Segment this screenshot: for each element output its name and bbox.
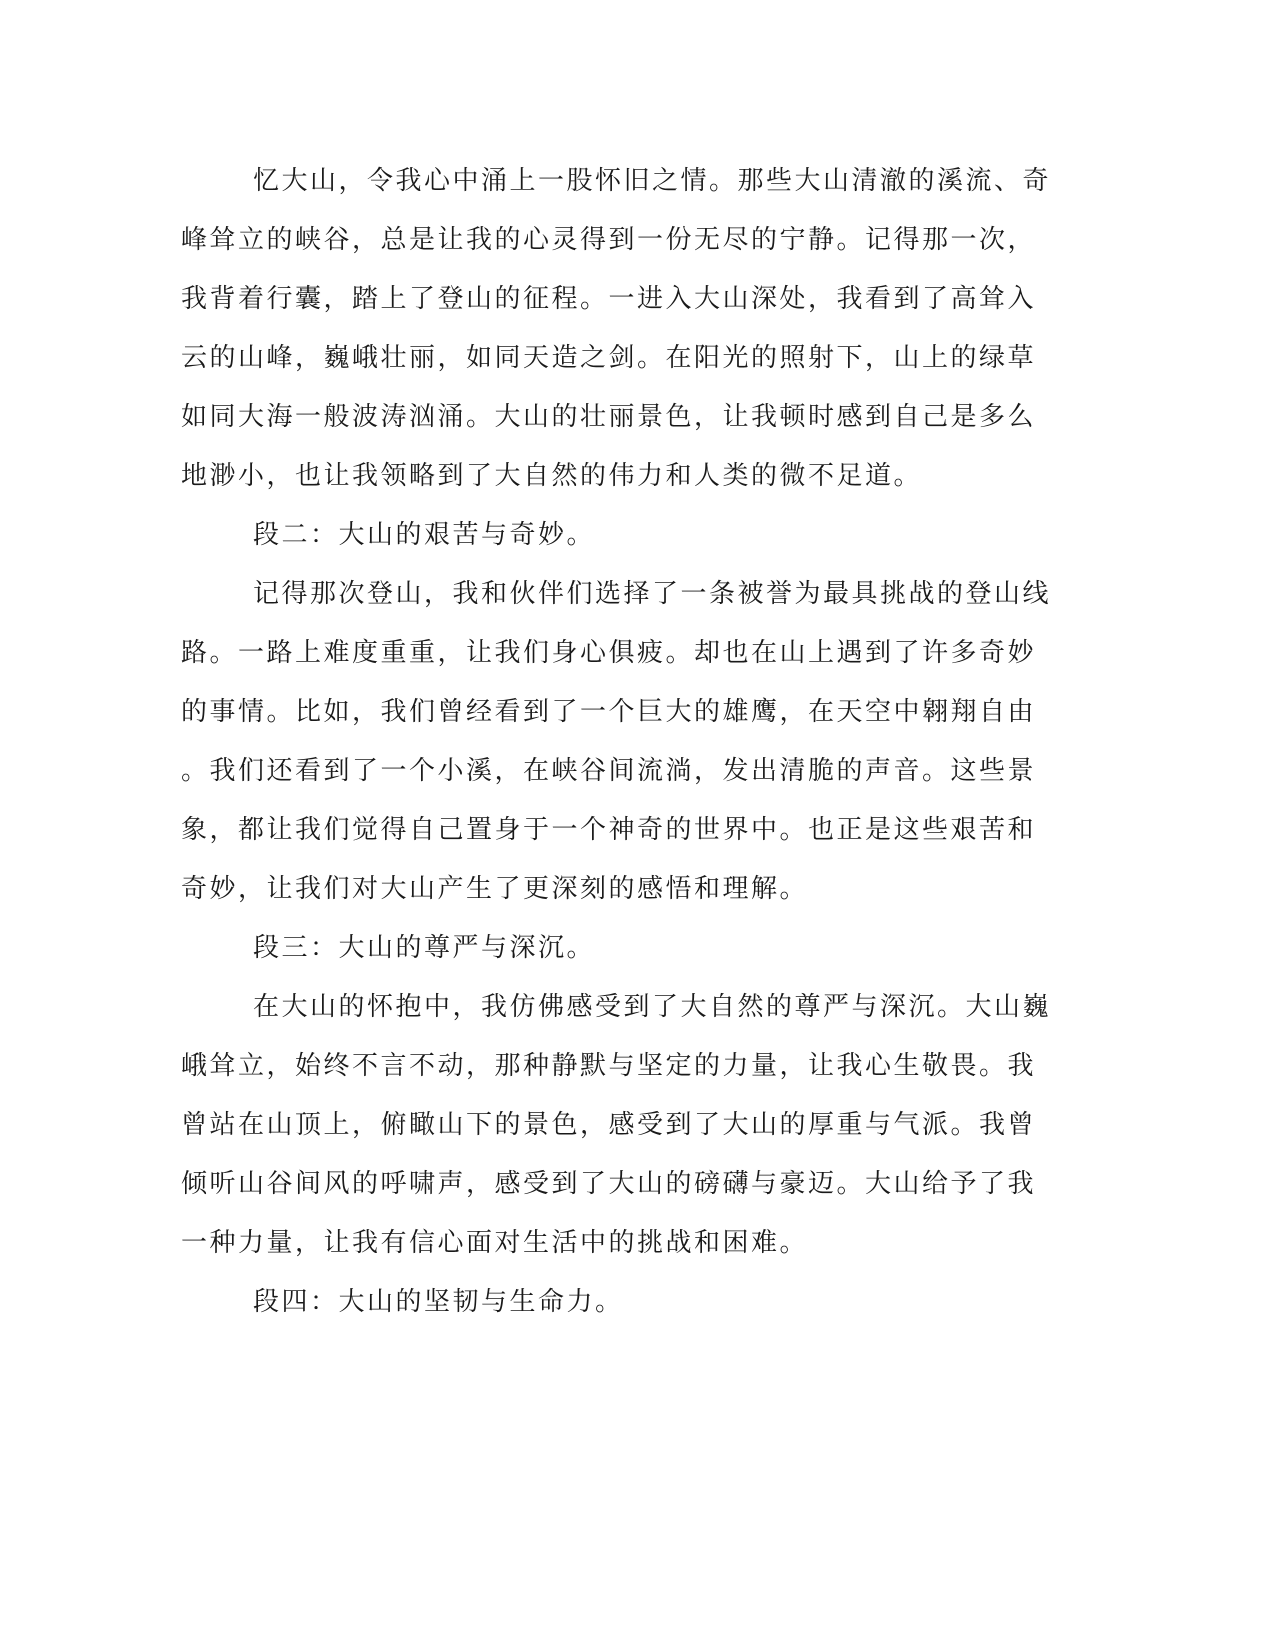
document-body — [181, 152, 1052, 1332]
paragraph-2-line-3: 的事情。比如，我们曾经看到了一个巨大的雄鹰，在天空中翱翔自由 — [181, 697, 1037, 727]
paragraph-3-line-2: 峨耸立，始终不言不动，那种静默与坚定的力量，让我心生敬畏。我 — [181, 1051, 1037, 1081]
paragraph-1-line-2: 峰耸立的峡谷，总是让我的心灵得到一份无尽的宁静。记得那一次， — [181, 225, 1037, 255]
paragraph-1-line-4: 云的山峰，巍峨壮丽，如同天造之剑。在阳光的照射下，山上的绿草 — [181, 343, 1037, 373]
paragraph-2-line-6: 奇妙，让我们对大山产生了更深刻的感悟和理解。 — [181, 874, 809, 904]
section-heading-4: 段四：大山的坚韧与生命力。 — [253, 1287, 624, 1317]
paragraph-2-line-1: 记得那次登山，我和伙伴们选择了一条被誉为最具挑战的登山线 — [253, 579, 1052, 609]
paragraph-1-line-5: 如同大海一般波涛汹涌。大山的壮丽景色，让我顿时感到自己是多么 — [181, 402, 1037, 432]
paragraph-3-line-1: 在大山的怀抱中，我仿佛感受到了大自然的尊严与深沉。大山巍 — [253, 992, 1052, 1022]
paragraph-3-line-4: 倾听山谷间风的呼啸声，感受到了大山的磅礴与豪迈。大山给予了我 — [181, 1169, 1037, 1199]
paragraph-3-line-5: 一种力量，让我有信心面对生活中的挑战和困难。 — [181, 1228, 809, 1258]
section-heading-3: 段三：大山的尊严与深沉。 — [253, 933, 596, 963]
paragraph-1-line-3: 我背着行囊，踏上了登山的征程。一进入大山深处，我看到了高耸入 — [181, 284, 1037, 314]
paragraph-2-line-2: 路。一路上难度重重，让我们身心俱疲。却也在山上遇到了许多奇妙 — [181, 638, 1037, 668]
paragraph-2-line-4: 。我们还看到了一个小溪，在峡谷间流淌，发出清脆的声音。这些景 — [181, 756, 1037, 786]
paragraph-1-line-6: 地渺小，也让我领略到了大自然的伟力和人类的微不足道。 — [181, 461, 923, 491]
paragraph-2-line-5: 象，都让我们觉得自己置身于一个神奇的世界中。也正是这些艰苦和 — [181, 815, 1037, 845]
paragraph-3-line-3: 曾站在山顶上，俯瞰山下的景色，感受到了大山的厚重与气派。我曾 — [181, 1110, 1037, 1140]
paragraph-1-line-1: 忆大山，令我心中涌上一股怀旧之情。那些大山清澈的溪流、奇 — [253, 166, 1052, 196]
section-heading-2: 段二：大山的艰苦与奇妙。 — [253, 520, 596, 550]
